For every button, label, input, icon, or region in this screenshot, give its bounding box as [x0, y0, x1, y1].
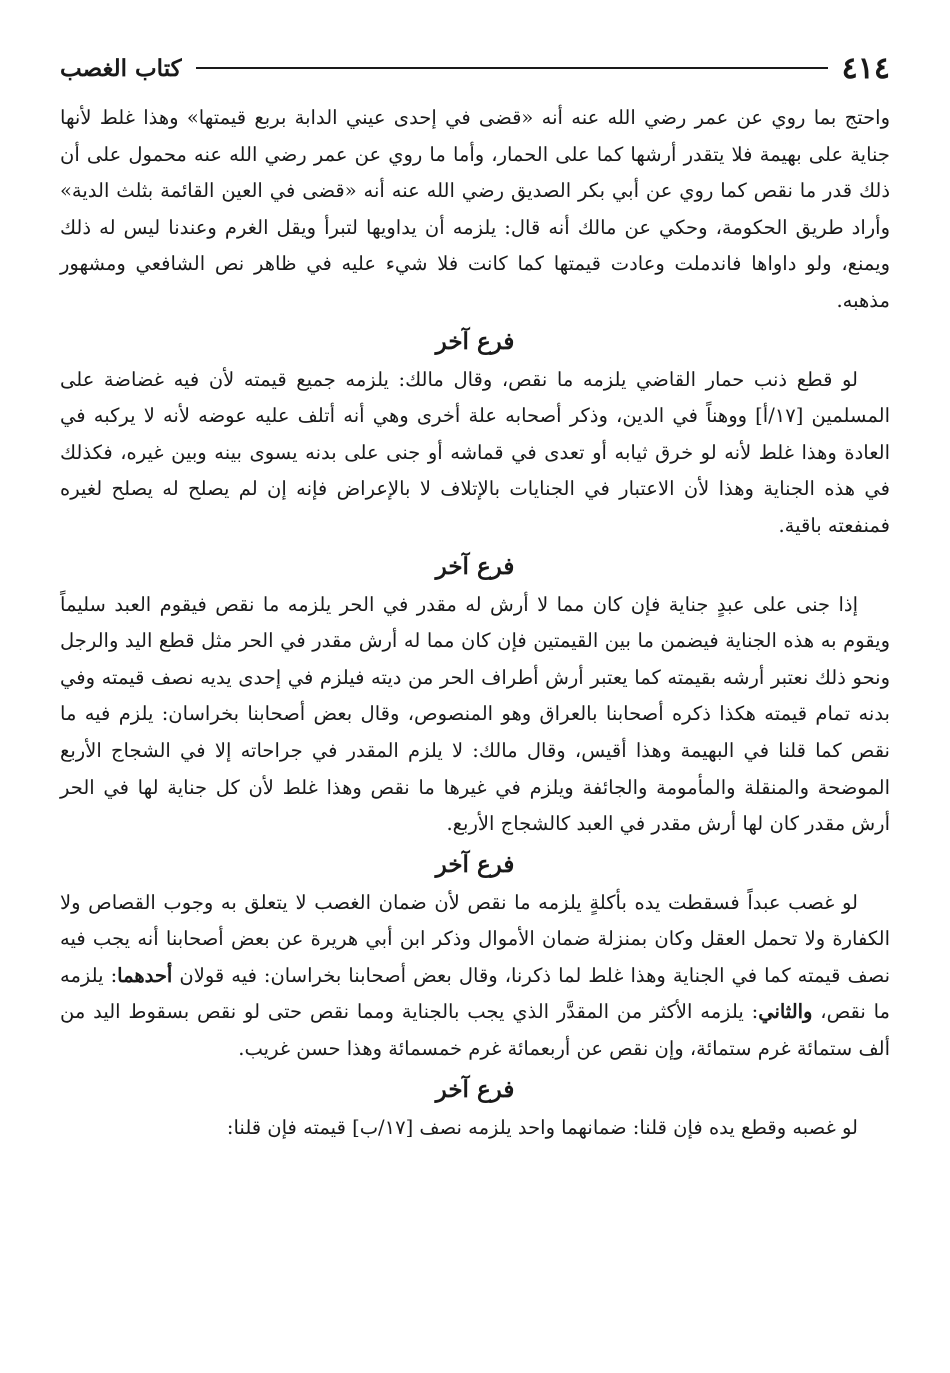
paragraph-section-3-part-a: لو غصب عبداً فسقطت يده بأكلةٍ يلزمه ما نقص لأن ضمان الغصب لا يتعلق به وجوب القصاص ولا الكفارة ولا تحمل العقل وكان بمنزلة ضمان الأموال وذكر ابن أبي هريرة عن بعض أصحابنا أنه يجب فيه نصف قيمته كما في الجناية وهذا غلط لما ذكرنا، وقال بعض أصحابنا بخراسان: فيه قولان: [60, 890, 891, 987]
header-rule: [196, 67, 828, 69]
page-header: [60, 48, 890, 88]
section-heading-4: فرع آخر: [435, 1075, 515, 1103]
paragraph-section-3-part-b: : يلزمه ما نقص،: [60, 963, 890, 1024]
section-heading-1: فرع آخر: [435, 327, 515, 355]
paragraph-section-3-part-c: : يلزمه الأكثر من المقدَّر الذي يجب بالجناية ومما نقص حتى لو نقص بسقوط اليد من ألف ستمائة غرم ستمائة، وإن نقص عن أربعمائة غرم خمسمائة وهذا حسن غريب.: [60, 1000, 890, 1061]
section-heading-2: فرع آخر: [435, 552, 515, 580]
bold-term-first: أحدهما: [117, 963, 173, 987]
paragraph-section-2: إذا جنى على عبدٍ جناية فإن كان مما لا أرش له مقدر في الحر يلزمه ما نقص فيقوم العبد سليماً ويقوم به هذه الجناية فيضمن ما بين القيمتين فإن كان مما له أرش مقدر في الحر مثل قطع اليد والرجل ونحو ذلك نعتبر أرشه بقيمته كما يعتبر أرش أطراف الحر من ديته فيلزم في إحدى يديه نصف قيمته وفي بدنه تمام قيمته هكذا ذكره أصحابنا بالعراق وهو المنصوص، وقال بعض أصحابنا بخراسان: يلزم فيه ما نقص كما قلنا في البهيمة وهذا أقيس، وقال مالك: لا يلزم المقدر في جراحاته إلا في الشجاج الأربع الموضحة والمنقلة والمأمومة والجائفة ويلزم في غيرها ما نقص وهذا غلط لأن كل جناية لها في الحر أرش مقدر كان لها أرش مقدر في العبد كالشجاج الأربع.: [60, 592, 890, 836]
bold-term-second: والثاني: [758, 1000, 813, 1024]
paragraph-section-3: [60, 885, 890, 1068]
page-number: ٤١٤: [841, 50, 890, 86]
section-heading-3: فرع آخر: [435, 850, 515, 878]
paragraph-intro: واحتج بما روي عن عمر رضي الله عنه أنه «قضى في إحدى عيني الدابة بربع قيمتها» وهذا غلط لأنها جناية على بهيمة فلا يتقدر أرشها كما على الحمار، وأما ما روي عن عمر رضي الله عنه محمول على أن ذلك قدر ما نقص كما روي عن أبي بكر الصديق رضي الله عنه أنه «قضى في العين القائمة بثلث الدية» وأراد طريق الحكومة، وحكي عن مالك أنه قال: يلزمه أن يداويها لتبرأ ويقل الغرم وعندنا ليس له ذلك ويمنع، ولو داواها فاندملت وعادت قيمتها كما كانت فلا شيء عليه في ظاهر نص الشافعي ومشهور مذهبه.: [60, 106, 890, 312]
paragraph-section-4: لو غصبه وقطع يده فإن قلنا: ضمانهما واحد يلزمه نصف [١٧/ب] قيمته فإن قلنا:: [226, 1115, 858, 1139]
book-title: كتاب الغصب: [60, 54, 182, 82]
page-body: [60, 100, 890, 1146]
paragraph-section-1: لو قطع ذنب حمار القاضي يلزمه ما نقص، وقال مالك: يلزمه جميع قيمته لأن فيه غضاضة على المسلمين [١٧/أ] ووهناً في الدين، وذكر أصحابه علة أخرى وهي أنه أتلف عليه عوضه لأنه لا يركبه في العادة وهذا غلط لأنه لو خرق ثيابه أو تعدى في قماشه أو جنى على بدنه يسوى بينه وبين غيره، فكذلك في هذه الجناية وهذا لأن الاعتبار في الجنايات بالإتلاف لا بالإعراض فإنه إن لم يصلح له يصلح لغيره فمنفعته باقية.: [60, 367, 891, 537]
